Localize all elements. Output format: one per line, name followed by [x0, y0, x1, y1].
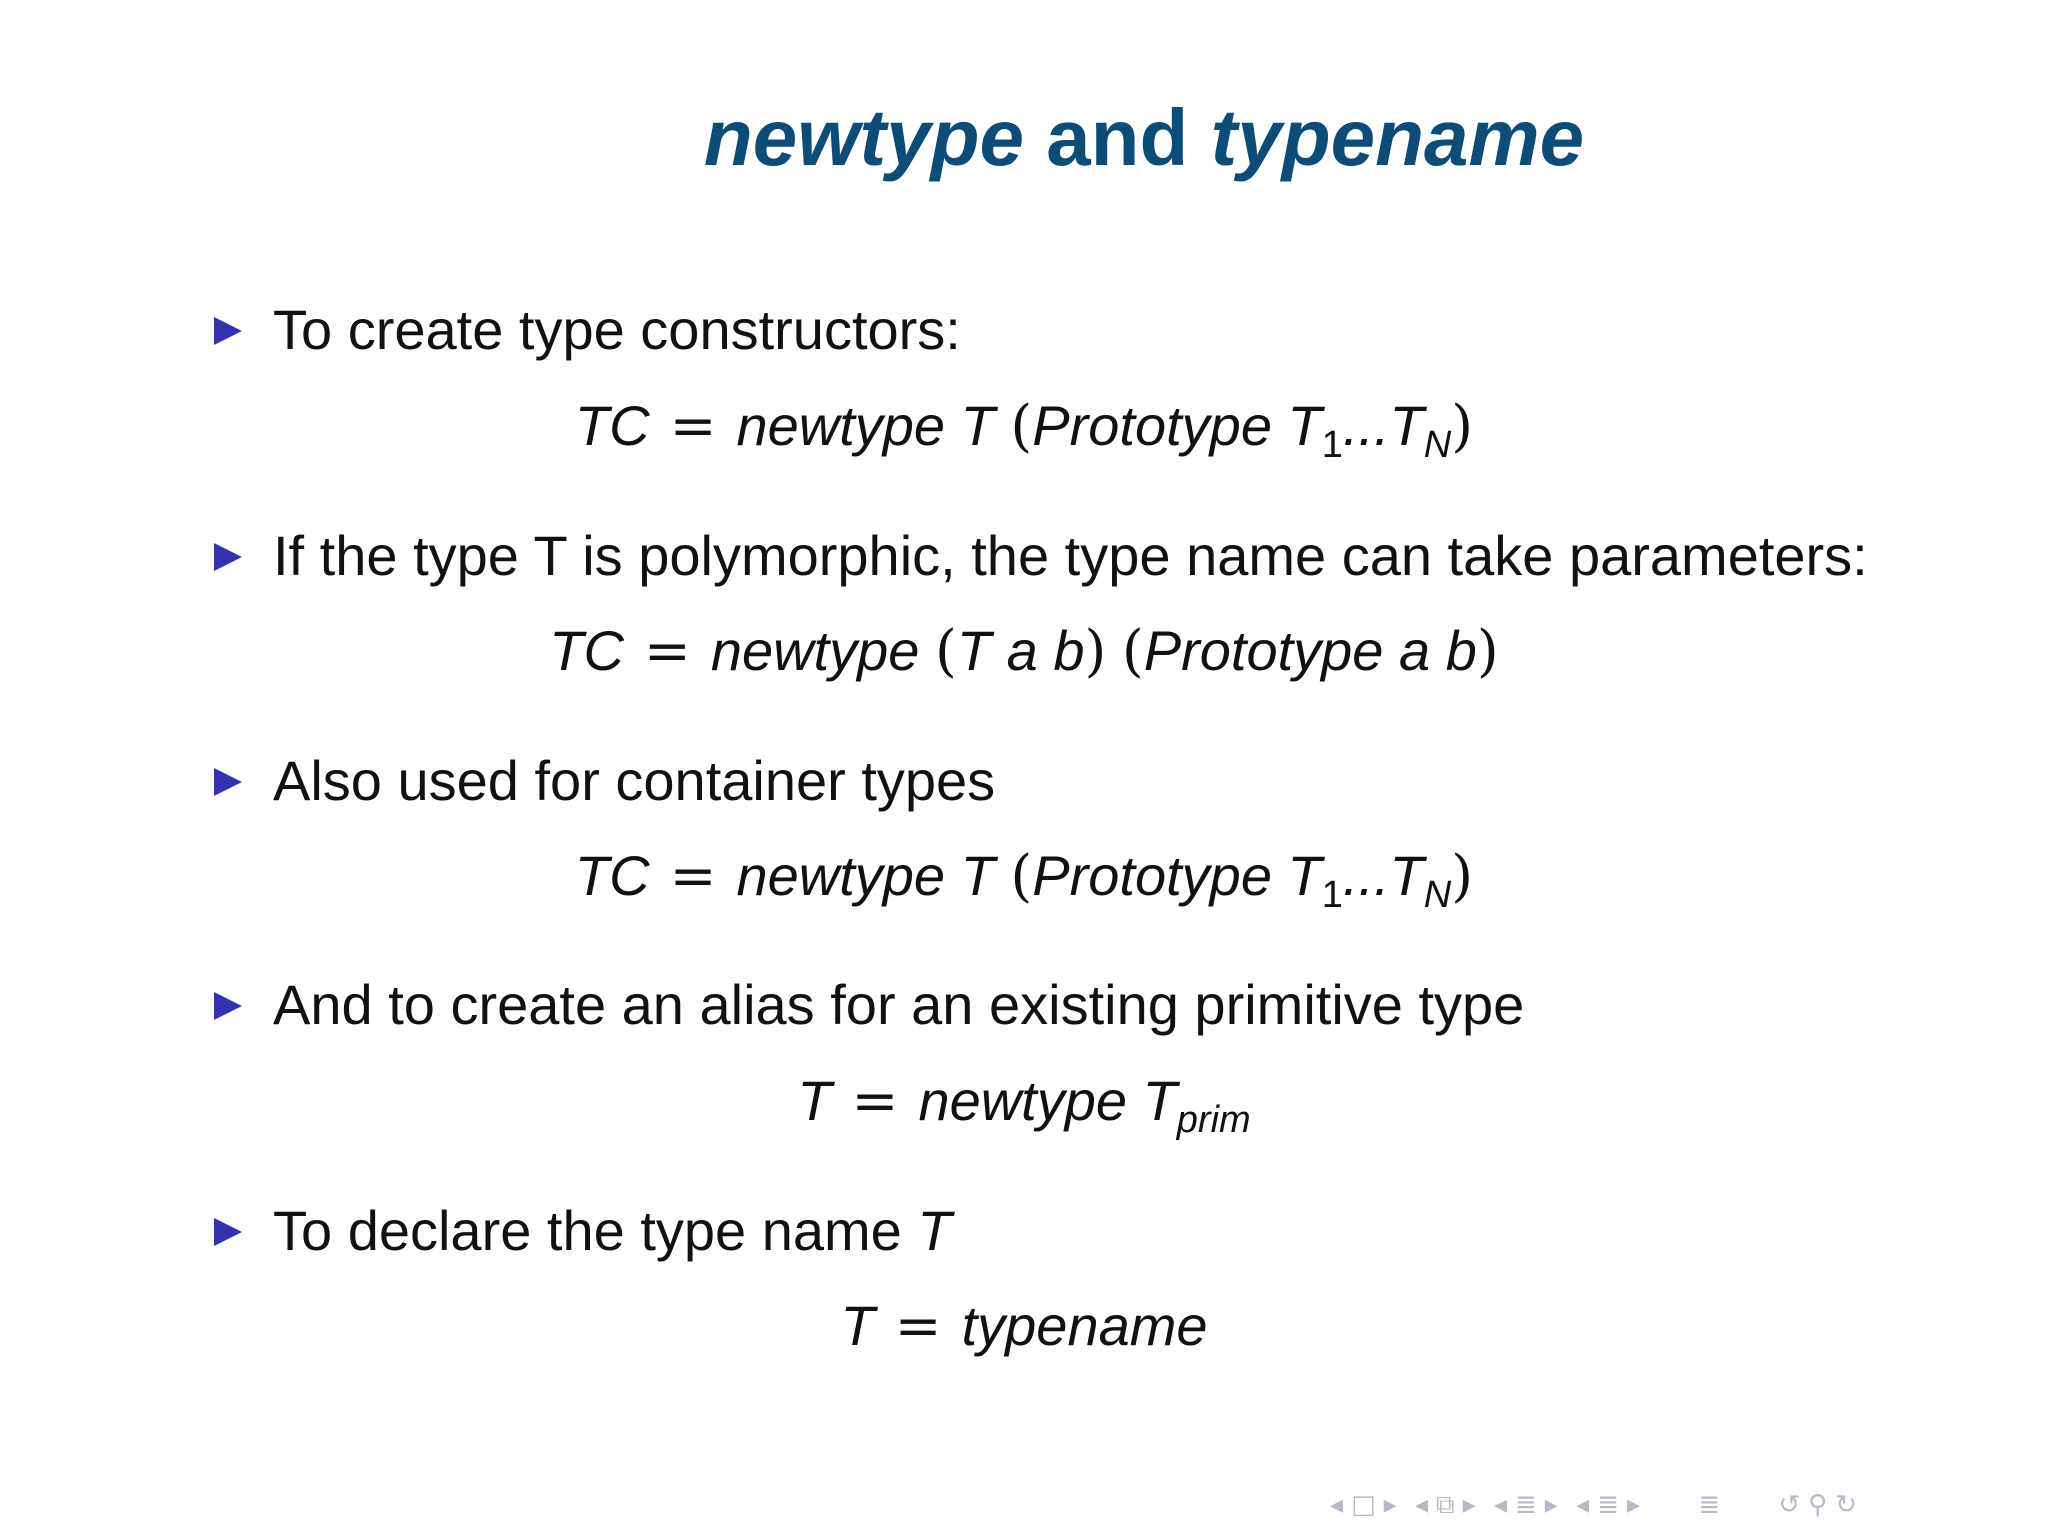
bullet-arrow-icon	[214, 992, 242, 1020]
bullet-text-3: Also used for container types	[273, 749, 996, 812]
beamer-navigation-bar	[1330, 1490, 1865, 1521]
bullet-text-5-var: T	[917, 1199, 952, 1262]
formula-eq: =	[643, 619, 691, 684]
formula-subscript: N	[1423, 874, 1452, 916]
search-icon[interactable]: ⚲	[1808, 1490, 1830, 1520]
formula-5	[0, 1294, 2048, 1359]
formula-2	[0, 619, 2048, 684]
formula-paren: )	[1476, 619, 1499, 684]
bullet-text-5	[273, 1199, 952, 1262]
frame-icon[interactable]: □	[1351, 1490, 1378, 1520]
formula-term: newtype T	[736, 844, 995, 907]
bullet-text-1: To create type constructors:	[273, 298, 961, 361]
formula-term: newtype T	[736, 394, 995, 457]
formula-lhs: TC	[574, 844, 650, 907]
formula-paren: )	[1451, 844, 1474, 909]
bullet-arrow-icon	[214, 317, 242, 345]
formula-term: newtype T	[918, 1069, 1177, 1132]
slide-title	[0, 92, 2048, 184]
formula-term: ...T	[1342, 844, 1424, 907]
toc-icon[interactable]: ≣	[1698, 1490, 1723, 1520]
title-and: and	[1046, 93, 1189, 182]
formula-eq: =	[669, 844, 717, 909]
formula-3	[0, 844, 2048, 916]
formula-paren: (	[1010, 394, 1033, 459]
formula-paren: (	[1010, 844, 1033, 909]
formula-eq: =	[669, 394, 717, 459]
formula-term: typename	[961, 1294, 1208, 1357]
formula-term: newtype	[710, 619, 920, 682]
subsection-icon[interactable]: ⧉	[1436, 1490, 1457, 1520]
bullet-arrow-icon	[214, 543, 242, 571]
formula-term: T a b	[956, 619, 1085, 682]
bullet-arrow-icon	[214, 1218, 242, 1246]
title-newtype: newtype	[703, 93, 1024, 182]
back-icon[interactable]: ↺	[1778, 1490, 1803, 1520]
bullet-text-4: And to create an alias for an existing primitive type	[273, 973, 1525, 1036]
formula-term: Prototype a b	[1143, 619, 1477, 682]
formula-4	[0, 1069, 2048, 1141]
bullet-text-2: If the type T is polymorphic, the type name can take parameters:	[273, 524, 1868, 587]
formula-term: ...T	[1342, 394, 1424, 457]
formula-subscript: 1	[1321, 424, 1343, 466]
formula-paren: (	[934, 619, 957, 684]
formula-paren: )	[1451, 394, 1474, 459]
formula-1	[0, 394, 2048, 466]
formula-term: Prototype T	[1032, 844, 1322, 907]
bullet-text-5-label: To declare the type name	[273, 1199, 902, 1262]
formula-lhs: TC	[574, 394, 650, 457]
doc-icon[interactable]: ≣	[1597, 1490, 1621, 1520]
formula-paren: )	[1084, 619, 1107, 684]
nav-next-doc-icon[interactable]: ▸	[1626, 1490, 1643, 1520]
formula-subscript: N	[1423, 424, 1452, 466]
nav-prev-doc-icon[interactable]: ◂	[1576, 1490, 1592, 1520]
formula-paren: (	[1121, 619, 1144, 684]
nav-prev-section-icon[interactable]: ◂	[1493, 1490, 1509, 1520]
nav-next-section-icon[interactable]: ▸	[1544, 1490, 1560, 1520]
nav-next-frame-icon[interactable]: ▸	[1383, 1490, 1399, 1520]
forward-icon[interactable]: ↻	[1835, 1490, 1860, 1520]
formula-eq: =	[851, 1069, 899, 1134]
formula-lhs: T	[840, 1294, 875, 1357]
formula-subscript: 1	[1321, 874, 1343, 916]
section-icon[interactable]: ≣	[1515, 1490, 1539, 1520]
nav-prev-subsection-icon[interactable]: ◂	[1414, 1490, 1431, 1520]
formula-lhs: TC	[549, 619, 624, 682]
nav-next-subsection-icon[interactable]: ▸	[1462, 1490, 1478, 1520]
formula-subscript: prim	[1176, 1099, 1251, 1141]
formula-eq: =	[894, 1294, 942, 1359]
nav-prev-frame-icon[interactable]: ◂	[1330, 1490, 1346, 1520]
bullet-arrow-icon	[214, 768, 242, 796]
formula-lhs: T	[797, 1069, 832, 1132]
formula-term: Prototype T	[1032, 394, 1322, 457]
title-typename: typename	[1210, 93, 1585, 182]
